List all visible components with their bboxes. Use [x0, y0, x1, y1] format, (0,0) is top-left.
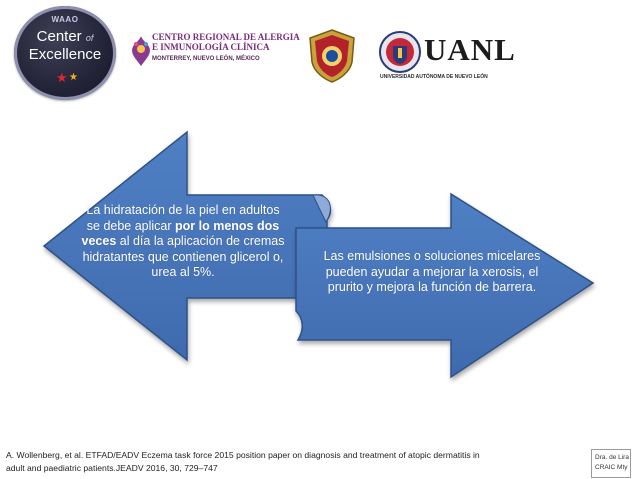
cra-line1: CENTRO REGIONAL DE ALERGIA — [152, 32, 300, 42]
right-arrow-text: Las emulsiones o soluciones micelares pueden ayudar a mejorar la xerosis, el prurito y mejora la función de barrera. — [323, 249, 541, 294]
citation-line1: A. Wollenberg, et al. ETFAD/EADV Eczema task force 2015 position paper on diagnosis and treatment of atopic dermatitis in — [6, 450, 480, 460]
citation-line2: adult and paediatric patients.JEADV 2016, 30, 729–747 — [6, 462, 218, 473]
author-name: Dra. de Lira — [595, 454, 629, 461]
cra-line2: E INMUNOLOGÍA CLÍNICA — [152, 42, 270, 52]
coe-line1-small: of — [85, 33, 94, 43]
coe-org-text: WAAO — [51, 15, 79, 24]
author-box — [591, 449, 631, 478]
author-affiliation: CRAIC Mty — [595, 464, 628, 471]
star-icon: ★ — [56, 70, 68, 85]
emphasis-text: por lo menos dos veces — [81, 218, 280, 248]
coe-line1-main: Center — [36, 28, 82, 45]
coe-line2: Excellence — [28, 46, 102, 63]
uanl-wordmark: UANL — [424, 32, 516, 67]
cra-line3: MONTERREY, NUEVO LEÓN, MÉXICO — [152, 56, 260, 62]
citation — [6, 449, 546, 474]
left-arrow-text: La hidratación de la piel en adultos se debe aplicar por lo menos dos veces al día la aplicación de cremas hidratantes que contienen glicerol o, urea al 5%. — [81, 203, 285, 279]
star-icon: ★ — [69, 72, 78, 83]
uanl-subtitle: UNIVERSIDAD AUTÓNOMA DE NUEVO LEÓN — [380, 74, 488, 80]
